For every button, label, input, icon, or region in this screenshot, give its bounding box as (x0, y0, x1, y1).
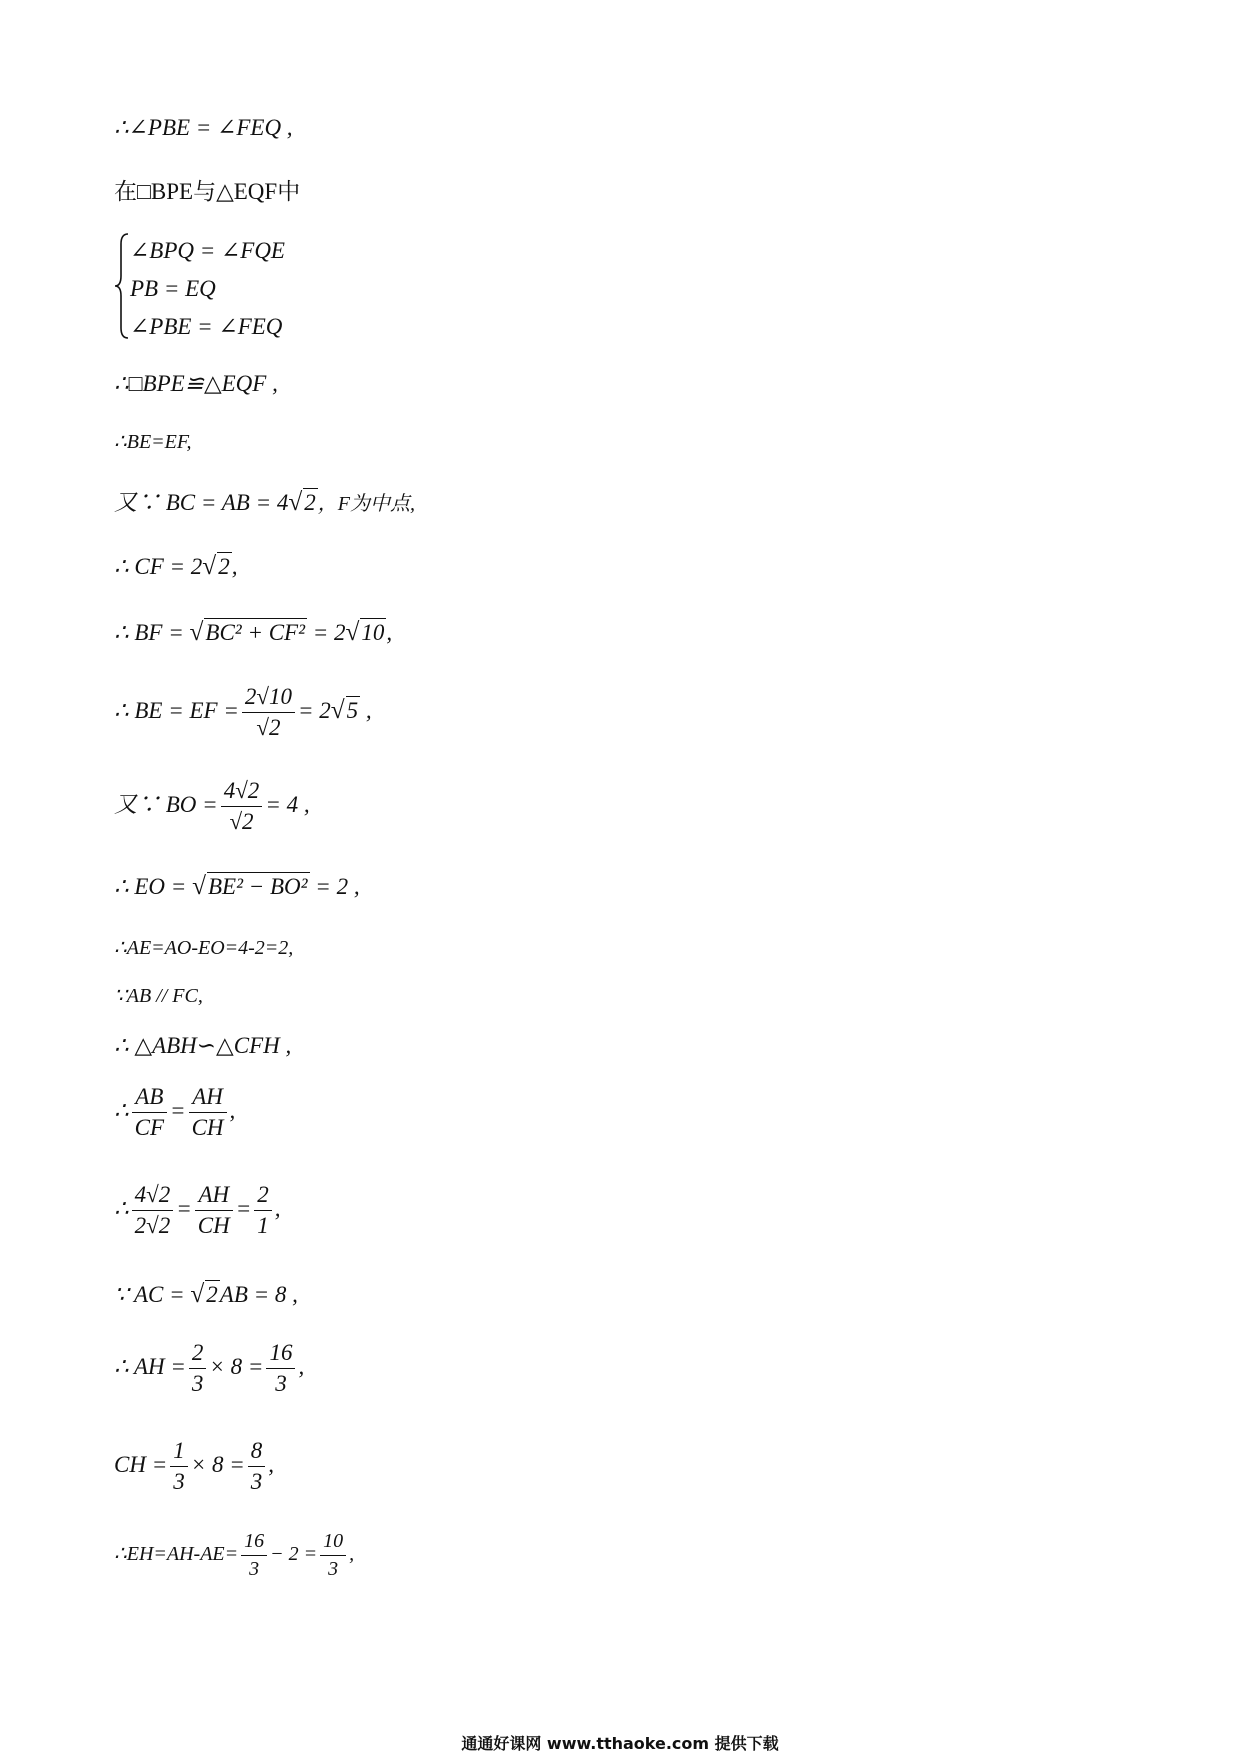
numerator: 1 (170, 1438, 188, 1467)
text: , (349, 1543, 355, 1566)
system-line-1: ∠BPQ = ∠FQE (130, 238, 285, 263)
fraction (320, 1530, 346, 1581)
fraction (170, 1438, 188, 1496)
text: = (235, 1196, 252, 1222)
text: = 2 (298, 698, 331, 724)
fraction (254, 1182, 272, 1240)
fraction (241, 1530, 267, 1581)
line-cf (114, 552, 237, 579)
line-in-triangles (114, 180, 300, 203)
text: 在□BPE与△EQF中 (114, 179, 301, 204)
text: , (268, 1452, 275, 1478)
line-ae (114, 938, 293, 958)
sqrt-icon: √ (330, 696, 345, 725)
radicand: 5 (346, 698, 359, 724)
text: 又∵ BO = (114, 792, 218, 818)
numerator: 4√2 (132, 1182, 174, 1211)
numerator: 16 (266, 1340, 295, 1369)
text: , (231, 554, 238, 579)
fraction (242, 684, 295, 742)
text: , (298, 1354, 305, 1380)
text: ∵AB // FC, (114, 985, 203, 1007)
line-congruent (114, 372, 278, 395)
sqrt-icon: √ (192, 872, 206, 900)
denominator: 3 (191, 1371, 204, 1397)
text: × 8 = (209, 1354, 264, 1380)
numerator: 4√2 (221, 778, 263, 807)
text: , (229, 1098, 236, 1124)
fraction (195, 1182, 233, 1240)
text: ∴EH=AH-AE= (114, 1543, 239, 1566)
fraction (189, 1084, 227, 1142)
text: ∴ BF = (114, 620, 190, 645)
denominator: CH (191, 1115, 224, 1141)
denominator: 2√2 (134, 1213, 171, 1239)
line-bo (114, 778, 310, 836)
text: , (360, 698, 372, 724)
line-be-ef (114, 432, 192, 452)
line-ac (114, 1280, 298, 1307)
text: = 4 , (265, 792, 310, 818)
sqrt-icon: √ (189, 618, 204, 646)
line-bc-ab (114, 488, 415, 515)
line-bf (114, 618, 392, 645)
text: ∴ AH = (114, 1354, 186, 1380)
page-footer: 通通好课网 www.tthaoke.com 提供下载 (461, 1734, 779, 1753)
text: ∴ BE = EF = (114, 698, 239, 724)
radicand: BC² + CF² (205, 620, 305, 645)
line-eh (114, 1530, 354, 1581)
line-ah (114, 1340, 304, 1398)
text: ∴AE=AO-EO=4-2=2, (114, 937, 294, 959)
denominator: 1 (257, 1213, 269, 1239)
radicand: 2 (218, 554, 230, 579)
denominator: 3 (275, 1371, 287, 1397)
text: ∴ (114, 1098, 129, 1124)
denominator: √2 (256, 715, 281, 741)
text: CH = (114, 1452, 168, 1478)
numerator: AH (195, 1182, 233, 1211)
text: − 2 = (270, 1543, 318, 1566)
text: , (386, 620, 393, 645)
text: = 2 , (309, 874, 360, 899)
denominator: 3 (173, 1469, 185, 1495)
denominator: 3 (328, 1558, 339, 1580)
text: ∴∠PBE = ∠FEQ , (114, 115, 293, 140)
line-ratio-1 (114, 1084, 235, 1142)
line-ab-parallel (114, 986, 203, 1006)
numerator: 8 (248, 1438, 266, 1467)
text: ∴BE=EF, (114, 431, 192, 453)
radicand: 2 (206, 1282, 218, 1307)
text: AB = 8 , (219, 1282, 298, 1307)
text: ∴ CF = 2 (114, 554, 203, 579)
system-line-2: PB = EQ (130, 276, 216, 301)
text: ∵ AC = (114, 1282, 191, 1307)
text: ∴ △ABH∽△CFH , (114, 1033, 292, 1058)
text: = 2 (307, 620, 346, 645)
denominator: 3 (249, 1558, 260, 1580)
numerator: 2 (254, 1182, 272, 1211)
sqrt-icon: √ (190, 1280, 205, 1308)
fraction (132, 1182, 174, 1240)
fraction (248, 1438, 266, 1496)
numerator: AH (189, 1084, 227, 1113)
numerator: 2√10 (242, 684, 295, 713)
text: ∴ (114, 1196, 129, 1222)
text: = (176, 1196, 192, 1222)
sqrt-icon: √ (345, 618, 360, 646)
fraction (221, 778, 263, 836)
denominator: CH (197, 1213, 230, 1239)
sqrt-icon: √ (288, 488, 303, 516)
numerator: 2 (189, 1340, 207, 1369)
line-angle-equal (114, 116, 293, 139)
text: ∴ EO = (114, 874, 193, 899)
denominator: CF (134, 1115, 165, 1141)
line-ratio-2 (114, 1182, 281, 1240)
line-eo (114, 872, 360, 899)
numerator: 10 (320, 1530, 346, 1556)
fraction (266, 1340, 295, 1398)
sqrt-icon: √ (202, 552, 217, 580)
system-lines (130, 232, 285, 346)
radicand: 10 (361, 620, 385, 645)
radicand: BE² − BO² (207, 874, 308, 899)
denominator: √2 (229, 809, 254, 835)
denominator: 3 (250, 1469, 263, 1495)
text: × 8 = (190, 1452, 245, 1478)
text: 又∵ BC = AB = 4 (114, 490, 289, 515)
line-similar (114, 1034, 291, 1057)
line-be-fraction (114, 684, 372, 742)
radicand: 2 (304, 490, 316, 515)
fraction (132, 1084, 167, 1142)
numerator: AB (132, 1084, 167, 1113)
numerator: 16 (241, 1530, 267, 1556)
text: ，F为中点, (317, 493, 415, 515)
left-brace-icon (114, 232, 130, 340)
system-line-3: ∠PBE = ∠FEQ (130, 314, 283, 339)
text: = (170, 1098, 186, 1124)
text: , (274, 1196, 281, 1222)
line-ch (114, 1438, 274, 1496)
fraction (189, 1340, 207, 1398)
text: ∴□BPE≌△EQF , (114, 371, 278, 396)
